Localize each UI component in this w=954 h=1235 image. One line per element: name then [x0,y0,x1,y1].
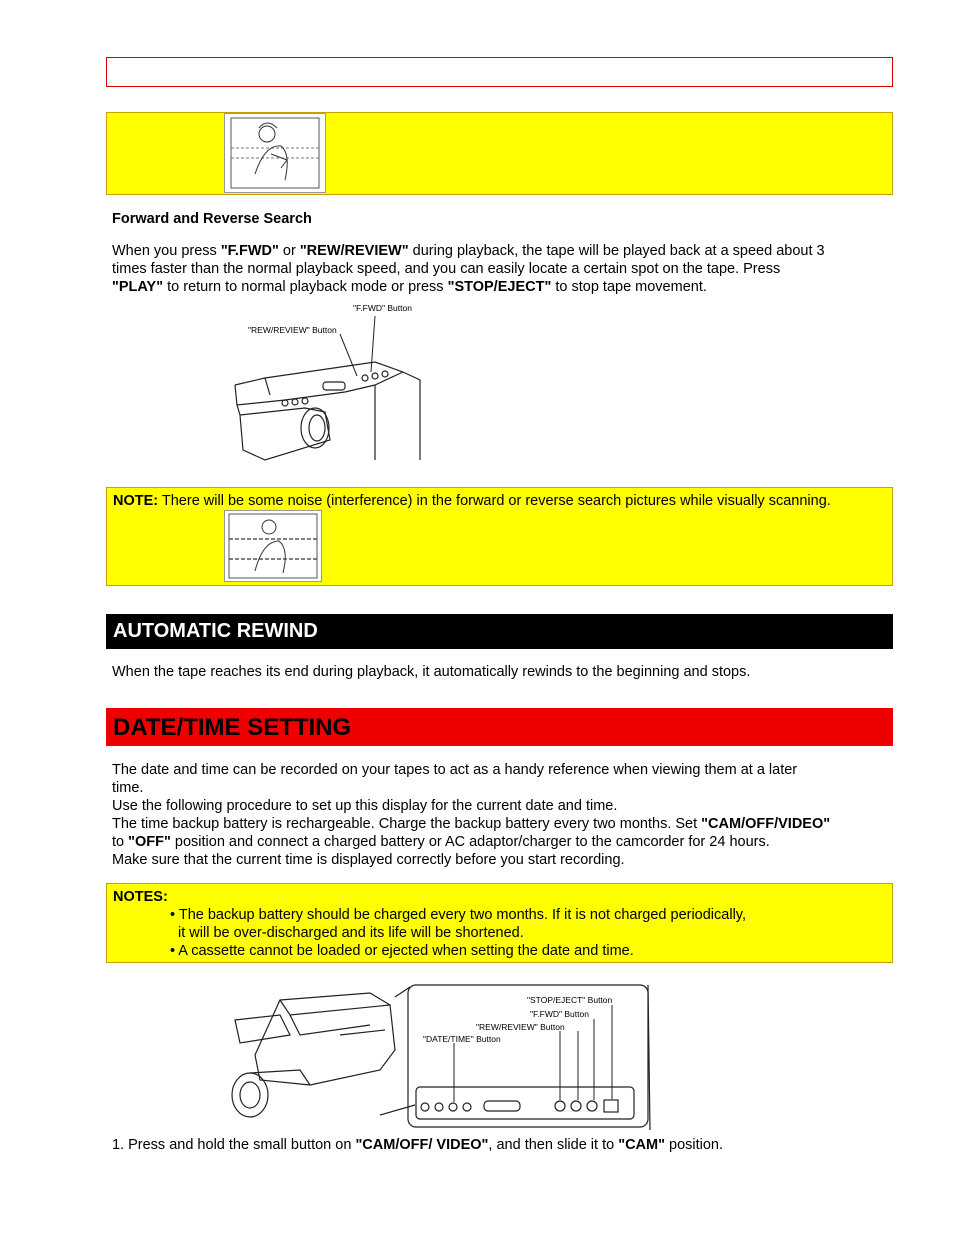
search-para-line2: times faster than the normal playback speed, and you can easily locate a certain spot on the tape. Press [112,261,781,277]
step-1-text: 1. Press and hold the small button on "CAM/OFF/ VIDEO", and then slide it to "CAM" position. [112,1137,724,1153]
automatic-rewind-text: When the tape reaches its end during playback, it automatically rewinds to the beginning and stops. [112,664,751,680]
date-time-line2: time. [112,780,144,796]
notes-box [106,883,893,963]
figure2-label-ffwd: "F.FWD" Button [530,1009,589,1019]
section-title-automatic-rewind: AUTOMATIC REWIND [106,614,893,649]
notes-bullet1-line1: • The backup battery should be charged every two months. If it is not charged periodically, [170,907,746,923]
figure2-label-stop-eject: "STOP/EJECT" Button [527,995,613,1005]
notes-bullet1-line2: it will be over-discharged and its life will be shortened. [178,925,524,941]
notes-bullet2: • A cassette cannot be loaded or ejected when setting the date and time. [170,943,634,959]
note-text: NOTE: There will be some noise (interference) in the forward or reverse search pictures while visually scanning. [113,493,831,509]
camcorder-figure-1 [225,300,425,465]
top-note-box [106,112,893,195]
date-time-line1: The date and time can be recorded on your tapes to act as a handy reference when viewing them at a later [112,762,798,778]
search-para-line3: "PLAY" to return to normal playback mode or press "STOP/EJECT" to stop tape movement. [112,279,707,295]
date-time-line6: Make sure that the current time is displayed correctly before you start recording. [112,852,625,868]
section-heading-search: Forward and Reverse Search [112,211,312,227]
notes-label: NOTES: [113,889,168,905]
noise-thumbnail [224,510,322,582]
playback-thumbnail [224,113,326,193]
noisy-picture-icon [225,511,321,581]
date-time-line3: Use the following procedure to set up this display for the current date and time. [112,798,618,814]
page-header-box [106,57,893,87]
figure1-label-ffwd: "F.FWD" Button [353,303,412,313]
person-sketch-icon [225,114,325,192]
date-time-line4: The time backup battery is rechargeable. Charge the backup battery every two months. Set "CAM/OFF/VIDEO" [112,816,831,832]
camcorder-figure-2 [220,975,655,1135]
figure2-label-date-time: "DATE/TIME" Button [423,1034,501,1044]
figure2-label-rew: "REW/REVIEW" Button [476,1022,565,1032]
figure1-label-rew: "REW/REVIEW" Button [248,325,337,335]
section-title-date-time: DATE/TIME SETTING [106,708,893,746]
search-para-line1: When you press "F.FWD" or "REW/REVIEW" during playback, the tape will be played back at a speed about 3 [112,243,825,259]
date-time-line5: to "OFF" position and connect a charged battery or AC adaptor/charger to the camcorder for 24 hours. [112,834,770,850]
note-box [106,487,893,586]
